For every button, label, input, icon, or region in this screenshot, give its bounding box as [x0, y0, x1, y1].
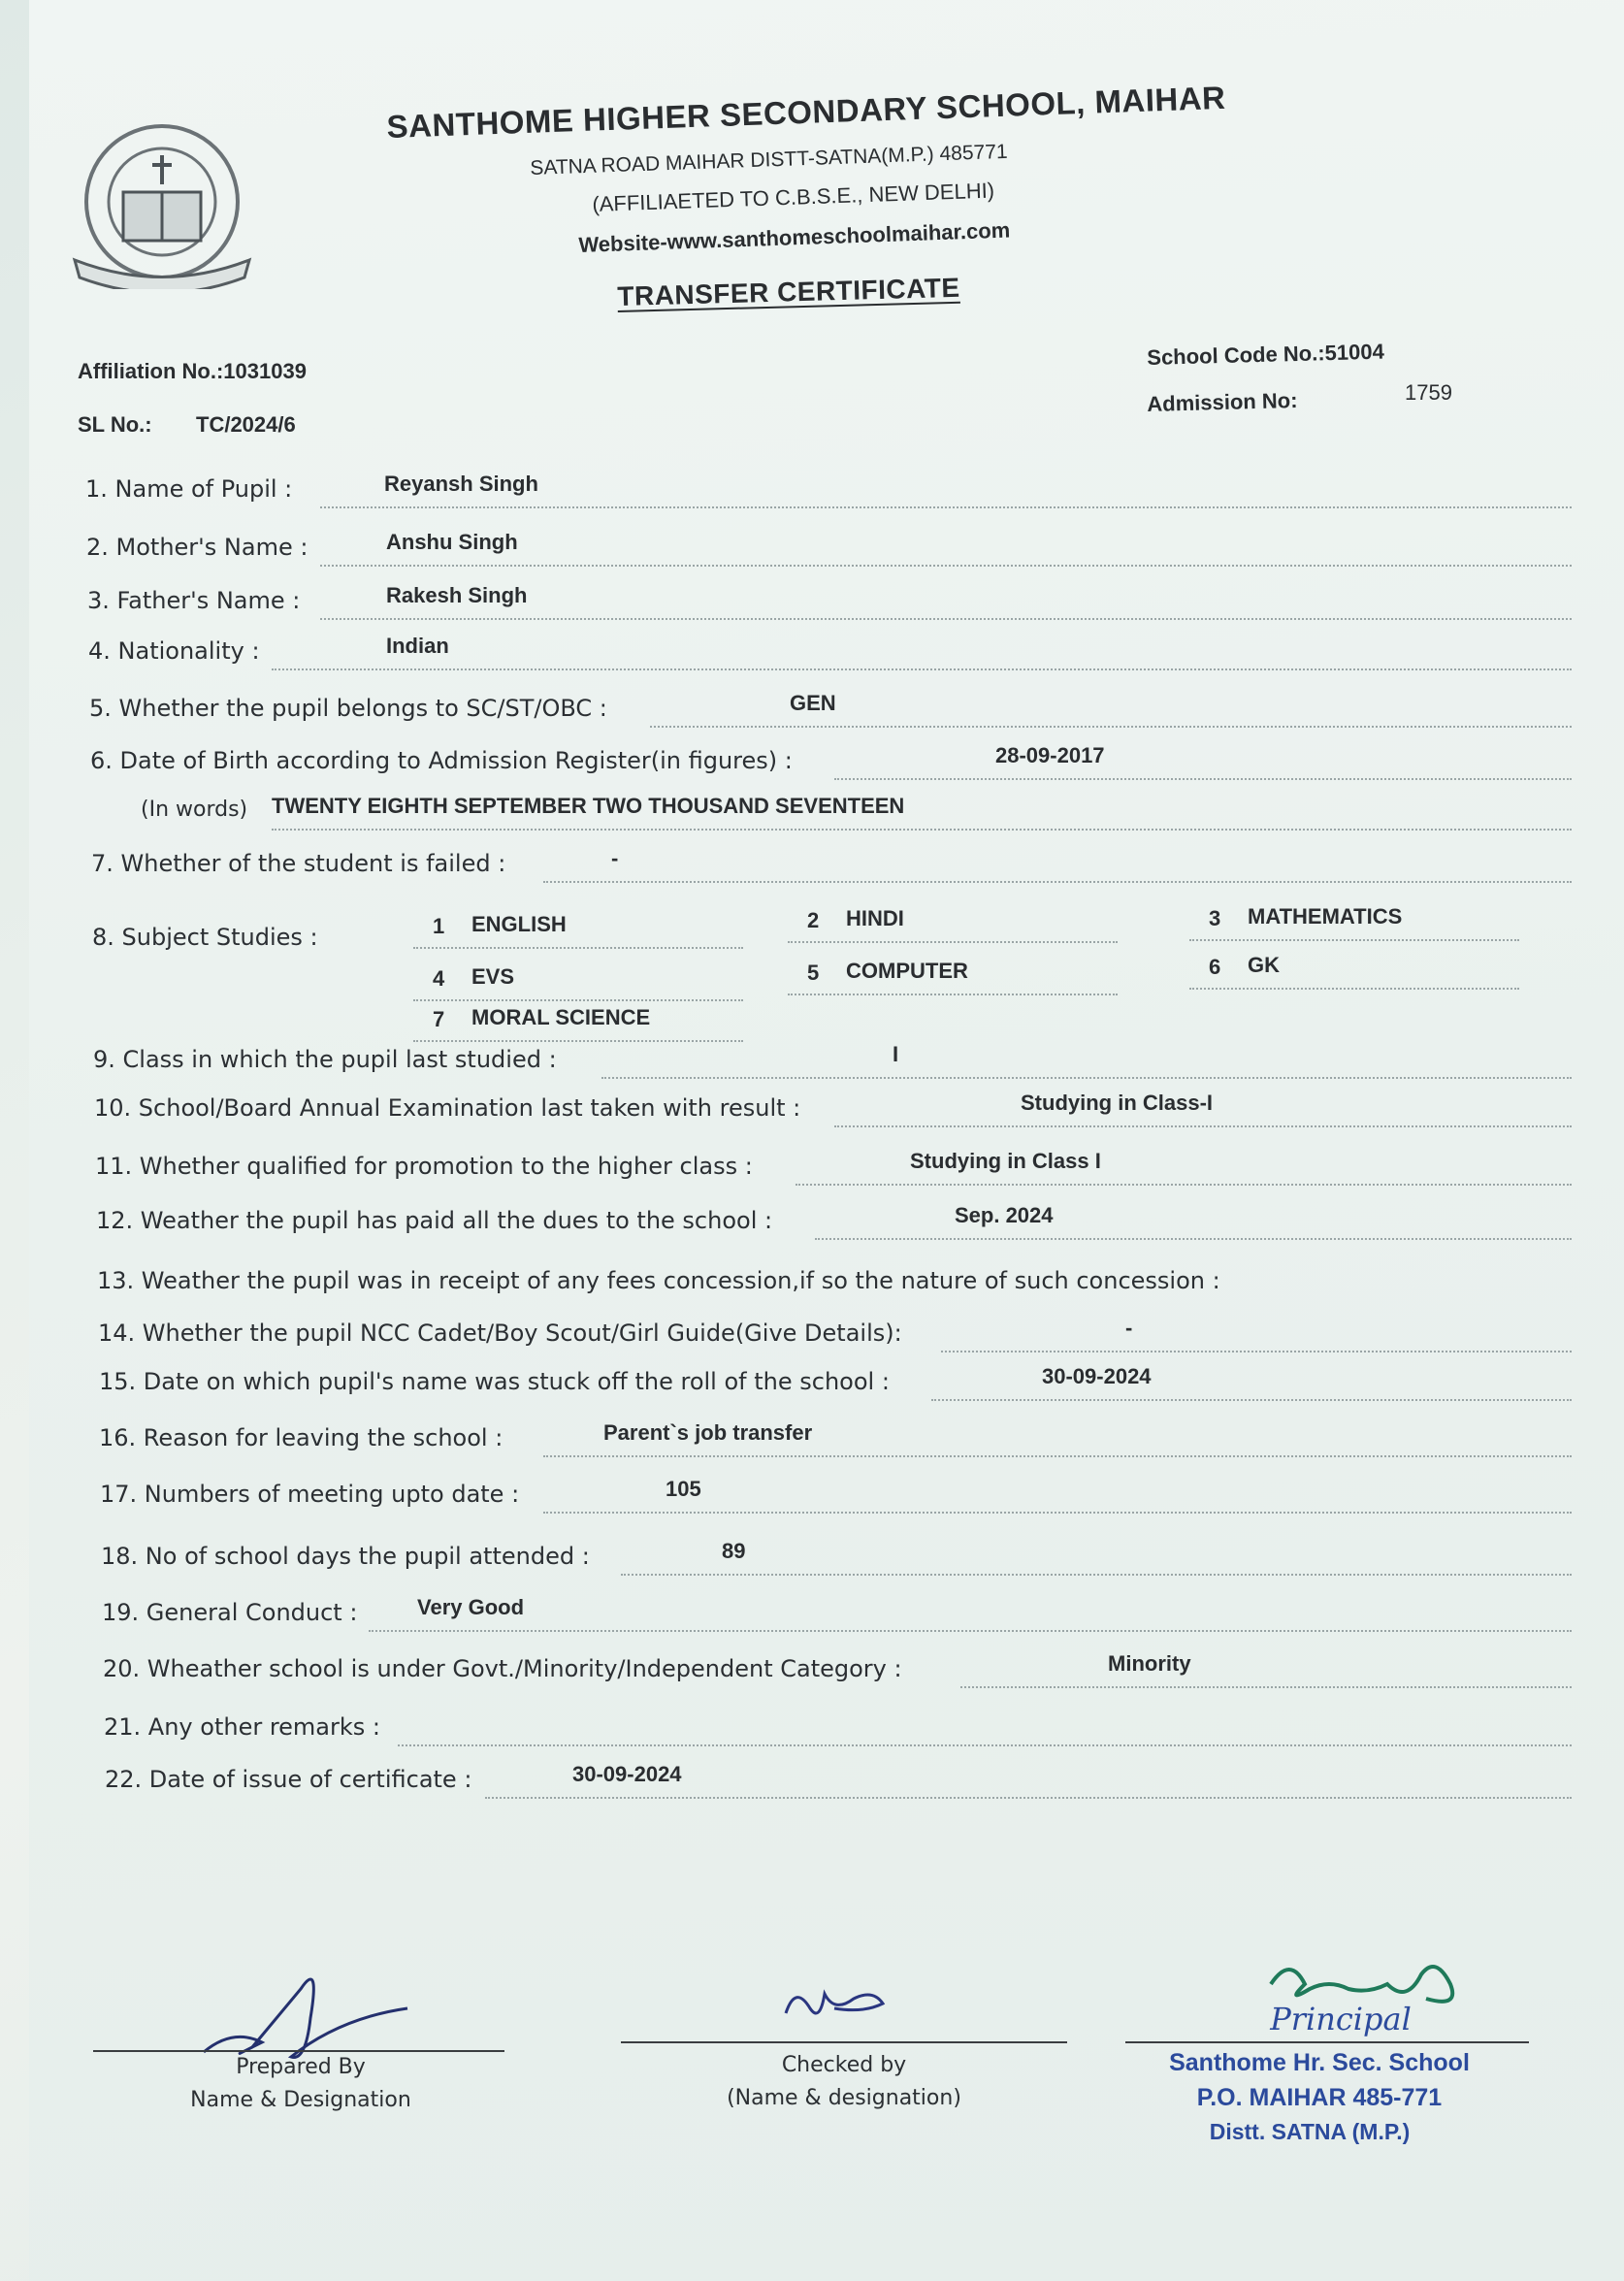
prepared-by-designation: Name & Designation [190, 2088, 411, 2112]
subject-name-5: COMPUTER [846, 959, 968, 983]
field-value-12: Studying in Class I [910, 1149, 1101, 1173]
field-dotted-line-3 [320, 618, 1572, 620]
field-dotted-line-12 [796, 1184, 1572, 1186]
field-label-14: 13. Weather the pupil was in receipt of any fees concession,if so the nature of such concession : [97, 1267, 1220, 1294]
field-label-12: 11. Whether qualified for promotion to the higher class : [95, 1153, 753, 1180]
subject-name-3: MATHEMATICS [1248, 904, 1403, 929]
certificate-page [29, 0, 1624, 2281]
field-value-15: - [1125, 1316, 1133, 1340]
field-label-15: 14. Whether the pupil NCC Cadet/Boy Scout/Girl Guide(Give Details): [98, 1320, 902, 1347]
field-value-19: 89 [722, 1539, 746, 1563]
field-label-7: (In words) [141, 798, 248, 822]
field-dotted-line-7 [272, 829, 1572, 831]
prepared-by-label: Prepared By [236, 2055, 366, 2079]
subject-name-2: HINDI [846, 906, 904, 930]
field-dotted-line-1 [320, 506, 1572, 508]
field-dotted-line-22 [398, 1744, 1572, 1746]
field-label-4: 4. Nationality : [88, 637, 260, 665]
subject-name-1: ENGLISH [471, 912, 567, 936]
field-value-5: GEN [790, 691, 836, 715]
subject-number-5: 5 [807, 961, 820, 985]
checked-by-label: Checked by [781, 2053, 907, 2077]
field-label-19: 18. No of school days the pupil attended : [101, 1543, 590, 1570]
field-value-8: - [611, 846, 619, 870]
field-value-17: Parent`s job transfer [603, 1420, 813, 1445]
subject-name-4: EVS [471, 964, 515, 989]
field-label-11: 10. School/Board Annual Examination last taken with result : [94, 1094, 801, 1122]
subject-number-4: 4 [433, 966, 445, 991]
sl-number-value: TC/2024/6 [196, 412, 296, 437]
field-label-8: 7. Whether of the student is failed : [91, 850, 506, 877]
prepared-by-line [93, 2050, 504, 2052]
subject-number-1: 1 [433, 914, 445, 938]
field-value-13: Sep. 2024 [955, 1203, 1054, 1227]
field-label-5: 5. Whether the pupil belongs to SC/ST/OBC : [89, 695, 607, 722]
school-stamp-line-2: P.O. MAIHAR 485-771 [1196, 2084, 1443, 2111]
field-dotted-line-15 [941, 1351, 1572, 1352]
field-label-17: 16. Reason for leaving the school : [99, 1424, 503, 1451]
field-value-7: TWENTY EIGHTH SEPTEMBER TWO THOUSAND SEVENTEEN [272, 794, 905, 818]
field-label-10: 9. Class in which the pupil last studied : [93, 1046, 557, 1073]
field-label-18: 17. Numbers of meeting upto date : [100, 1481, 520, 1508]
affiliation-note: (AFFILIAETED TO C.B.S.E., NEW DELHI) [592, 178, 995, 216]
field-dotted-line-17 [543, 1455, 1572, 1457]
sl-number-label: SL No.: [78, 412, 152, 437]
checked-by-designation: (Name & designation) [727, 2086, 961, 2110]
field-dotted-line-5 [650, 726, 1572, 728]
field-dotted-line-13 [815, 1238, 1572, 1240]
school-website: Website-www.santhomeschoolmaihar.com [578, 217, 1011, 257]
subject-name-6: GK [1248, 953, 1280, 977]
field-dotted-line-20 [369, 1630, 1572, 1632]
field-label-6: 6. Date of Birth according to Admission Register(in figures) : [90, 747, 793, 774]
admission-label: Admission No: [1147, 387, 1298, 416]
subject-dotted-line-1 [413, 947, 743, 949]
field-value-6: 28-09-2017 [995, 743, 1105, 767]
field-dotted-line-21 [960, 1686, 1572, 1688]
field-value-1: Reyansh Singh [384, 472, 538, 496]
field-dotted-line-10 [601, 1077, 1572, 1079]
field-dotted-line-8 [543, 881, 1572, 883]
school-stamp-line-3: Distt. SATNA (M.P.) [1209, 2119, 1411, 2144]
field-label-2: 2. Mother's Name : [86, 534, 309, 561]
subject-dotted-line-3 [1189, 939, 1519, 941]
field-value-4: Indian [386, 634, 449, 658]
subject-number-6: 6 [1209, 955, 1221, 979]
field-value-11: Studying in Class-I [1021, 1091, 1214, 1115]
field-label-16: 15. Date on which pupil's name was stuck off the roll of the school : [99, 1368, 890, 1395]
school-address: SATNA ROAD MAIHAR DISTT-SATNA(M.P.) 485771 [530, 140, 1008, 179]
field-dotted-line-19 [621, 1574, 1572, 1576]
field-value-3: Rakesh Singh [386, 583, 528, 607]
field-label-3: 3. Father's Name : [87, 587, 301, 614]
field-label-23: 22. Date of issue of certificate : [105, 1766, 472, 1793]
document-title: TRANSFER CERTIFICATE [617, 272, 960, 311]
field-label-20: 19. General Conduct : [102, 1599, 358, 1626]
principal-line [1125, 2041, 1529, 2043]
field-dotted-line-18 [543, 1512, 1572, 1514]
field-label-21: 20. Wheather school is under Govt./Minority/Independent Category : [103, 1655, 902, 1682]
school-code: School Code No.:51004 [1147, 339, 1385, 370]
subject-dotted-line-7 [413, 1040, 743, 1042]
affiliation-number: Affiliation No.:1031039 [78, 359, 307, 383]
school-name: SANTHOME HIGHER SECONDARY SCHOOL, MAIHAR [386, 79, 1226, 145]
subject-dotted-line-5 [788, 994, 1118, 995]
field-value-23: 30-09-2024 [572, 1762, 682, 1786]
field-value-20: Very Good [417, 1595, 525, 1619]
subject-dotted-line-6 [1189, 988, 1519, 990]
field-value-16: 30-09-2024 [1042, 1364, 1152, 1388]
subject-number-3: 3 [1209, 906, 1221, 930]
subject-dotted-line-4 [413, 999, 743, 1001]
field-dotted-line-4 [272, 668, 1572, 670]
field-value-21: Minority [1108, 1651, 1191, 1676]
field-label-9: 8. Subject Studies : [92, 924, 318, 951]
field-dotted-line-16 [931, 1399, 1572, 1401]
field-value-2: Anshu Singh [386, 530, 518, 554]
field-value-18: 105 [666, 1477, 701, 1501]
field-label-13: 12. Weather the pupil has paid all the dues to the school : [96, 1207, 773, 1234]
checked-by-signature [766, 1965, 902, 2042]
subject-name-7: MORAL SCIENCE [471, 1005, 651, 1029]
field-label-22: 21. Any other remarks : [104, 1713, 380, 1741]
field-value-10: I [893, 1042, 899, 1066]
school-logo [70, 124, 254, 289]
subject-number-2: 2 [807, 908, 820, 932]
field-dotted-line-23 [485, 1797, 1572, 1799]
field-dotted-line-6 [834, 778, 1572, 780]
field-dotted-line-11 [834, 1125, 1572, 1127]
checked-by-line [621, 2041, 1067, 2043]
school-stamp-line-1: Santhome Hr. Sec. School [1169, 2049, 1470, 2076]
subject-number-7: 7 [433, 1007, 445, 1031]
field-label-1: 1. Name of Pupil : [85, 475, 293, 503]
principal-script-label: Principal [1270, 2001, 1412, 2037]
subject-dotted-line-2 [788, 941, 1118, 943]
field-dotted-line-2 [320, 565, 1572, 567]
admission-value: 1759 [1405, 380, 1452, 405]
